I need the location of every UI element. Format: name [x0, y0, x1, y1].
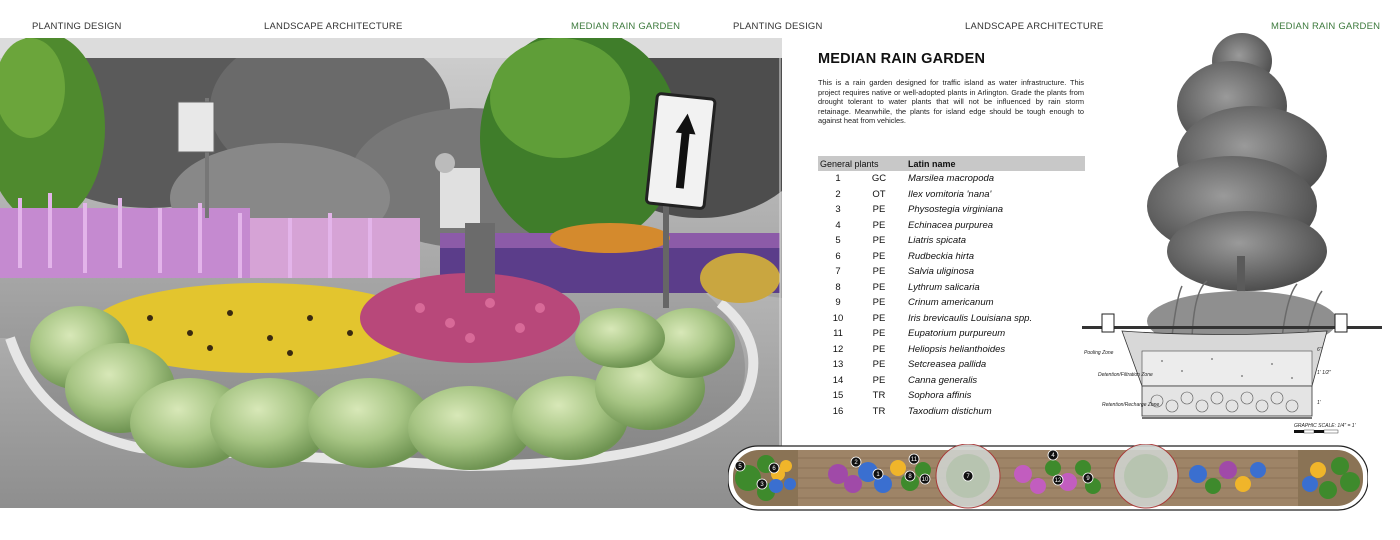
plan-marker-label: 3: [760, 482, 764, 489]
plant-number: 1: [835, 173, 841, 185]
plan-marker-label: 10: [921, 477, 929, 484]
plant-number: 4: [835, 219, 841, 231]
dim-label-detention: 1' 1/2": [1317, 370, 1331, 376]
plant-latin-name: Lythrum salicaria: [908, 281, 980, 293]
plant-category: PE: [872, 297, 886, 309]
plant-row: [818, 357, 1085, 373]
plant-category: PE: [872, 204, 886, 216]
rain-garden-section-drawing: [1082, 26, 1382, 446]
plant-category: PE: [872, 359, 886, 371]
plant-row: [818, 264, 1085, 280]
plant-row: [818, 404, 1085, 420]
plant-row: [818, 326, 1085, 342]
plant-row: [818, 295, 1085, 311]
project-description: This is a rain garden designed for traffic island as water infrastructure. This project requires native or well-adopted plants in Arlington. Grade the plants from drought tolerant to water plants that will not be influenced by rain storm retainage. Meanwhile, the plants for island edge should be tough enough to against heat from vehicles.: [818, 78, 1084, 126]
plant-category: PE: [872, 219, 886, 231]
plant-row: [818, 202, 1085, 218]
plant-latin-name: Ilex vomitoria 'nana': [908, 188, 992, 200]
plant-category: TR: [872, 390, 886, 402]
plant-category: PE: [872, 250, 886, 262]
plant-row: [818, 249, 1085, 265]
plan-marker: [905, 471, 915, 481]
plant-list-body: [818, 171, 1085, 419]
plant-latin-name: Iris brevicaulis Louisiana spp.: [908, 312, 1033, 324]
plant-latin-name: Echinacea purpurea: [908, 219, 994, 231]
zone-label-retention: Retention/Recharge Zone: [1102, 402, 1160, 408]
plan-marker: [963, 471, 973, 481]
plant-latin-name: Eupatorium purpureum: [908, 328, 1006, 340]
col-header-general-plants: General plants: [818, 156, 900, 171]
plant-latin-name: Taxodium distichum: [908, 405, 992, 417]
graphic-scale-label: GRAPHIC SCALE: 1/4" = 1': [1294, 423, 1356, 429]
planting-plan: [728, 444, 1368, 512]
plan-marker-label: 1: [876, 472, 880, 479]
plan-marker: [735, 461, 745, 471]
header-planting-design-right: PLANTING DESIGN: [733, 21, 823, 32]
plan-marker: [909, 454, 919, 464]
plant-category: PE: [872, 343, 886, 355]
plant-number: 2: [835, 188, 841, 200]
plan-marker-label: 12: [1054, 478, 1062, 485]
plant-number: 8: [835, 281, 841, 293]
tree-icon: [1147, 33, 1327, 291]
page-title: MEDIAN RAIN GARDEN: [818, 51, 986, 67]
plan-marker-label: 9: [1086, 476, 1090, 483]
plant-category: PE: [872, 374, 886, 386]
plant-number: 11: [833, 328, 843, 340]
zone-label-pooling: Pooling Zone: [1084, 350, 1114, 356]
plant-number: 6: [835, 250, 841, 262]
plant-number: 10: [832, 312, 844, 324]
plan-marker: [1048, 450, 1058, 460]
plant-category: TR: [872, 405, 886, 417]
plant-latin-name: Salvia uliginosa: [908, 266, 975, 278]
plant-number: 5: [835, 235, 841, 247]
plant-latin-name: Sophora affinis: [908, 390, 972, 402]
plan-marker: [1053, 475, 1063, 485]
plant-row: [818, 311, 1085, 327]
plant-latin-name: Physostegia virginiana: [908, 204, 1004, 216]
plant-number: 15: [832, 390, 844, 402]
plant-number: 13: [832, 359, 844, 371]
plan-marker-label: 4: [1051, 453, 1055, 460]
plant-category: GC: [871, 173, 887, 185]
plant-latin-name: Crinum americanum: [908, 297, 994, 309]
plant-category: PE: [872, 235, 886, 247]
plant-number: 9: [835, 297, 841, 309]
dim-label-retention: 1': [1317, 400, 1321, 406]
plant-number: 16: [832, 405, 844, 417]
plan-marker-label: 5: [738, 464, 742, 471]
plant-row: [818, 171, 1085, 187]
plan-marker-label: 2: [854, 460, 858, 467]
header-median-rain-garden: MEDIAN RAIN GARDEN: [571, 21, 681, 32]
plant-latin-name: Setcreasea pallida: [908, 359, 987, 371]
plant-row: [818, 280, 1085, 296]
header-planting-design: PLANTING DESIGN: [32, 21, 122, 32]
plant-latin-name: Heliopsis helianthoides: [908, 343, 1006, 355]
graphic-scale-bar: [1294, 430, 1338, 433]
col-header-latin-name: Latin name: [900, 156, 1085, 171]
plant-number: 14: [832, 374, 844, 386]
plan-marker: [1083, 473, 1093, 483]
plan-marker: [757, 479, 767, 489]
plant-row: [818, 187, 1085, 203]
header-landscape-architecture-right: LANDSCAPE ARCHITECTURE: [965, 21, 1104, 32]
plant-number: 7: [835, 266, 841, 278]
plant-category: PE: [872, 266, 886, 278]
plan-marker-label: 11: [910, 457, 918, 464]
plan-marker-label: 7: [966, 474, 970, 481]
table-header-row: [818, 156, 1085, 171]
plant-latin-name: Rudbeckia hirta: [908, 250, 975, 262]
plant-list-table: [818, 156, 1085, 419]
plant-number: 12: [832, 343, 844, 355]
plant-category: OT: [872, 188, 886, 200]
plant-number: 3: [835, 204, 841, 216]
plan-marker: [769, 463, 779, 473]
zone-label-detention: Detention/Filtration Zone: [1098, 372, 1153, 378]
plant-latin-name: Canna generalis: [908, 374, 978, 386]
plan-marker-label: 8: [908, 474, 912, 481]
plan-marker: [873, 469, 883, 479]
plant-category: PE: [872, 328, 886, 340]
plan-marker-label: 6: [772, 466, 776, 473]
plant-row: [818, 388, 1085, 404]
plant-row: [818, 373, 1085, 389]
header-landscape-architecture: LANDSCAPE ARCHITECTURE: [264, 21, 403, 32]
plant-latin-name: Marsilea macropoda: [908, 173, 995, 185]
dim-label-pooling: 6": [1317, 347, 1322, 353]
garden-photo: [0, 38, 782, 508]
plan-marker: [851, 457, 861, 467]
header-median-rain-garden-right: MEDIAN RAIN GARDEN: [1271, 21, 1381, 32]
plant-category: PE: [872, 312, 886, 324]
plant-category: PE: [872, 281, 886, 293]
plant-row: [818, 218, 1085, 234]
plant-latin-name: Liatris spicata: [908, 235, 967, 247]
plant-row: [818, 233, 1085, 249]
plant-row: [818, 342, 1085, 358]
plan-marker: [920, 474, 930, 484]
